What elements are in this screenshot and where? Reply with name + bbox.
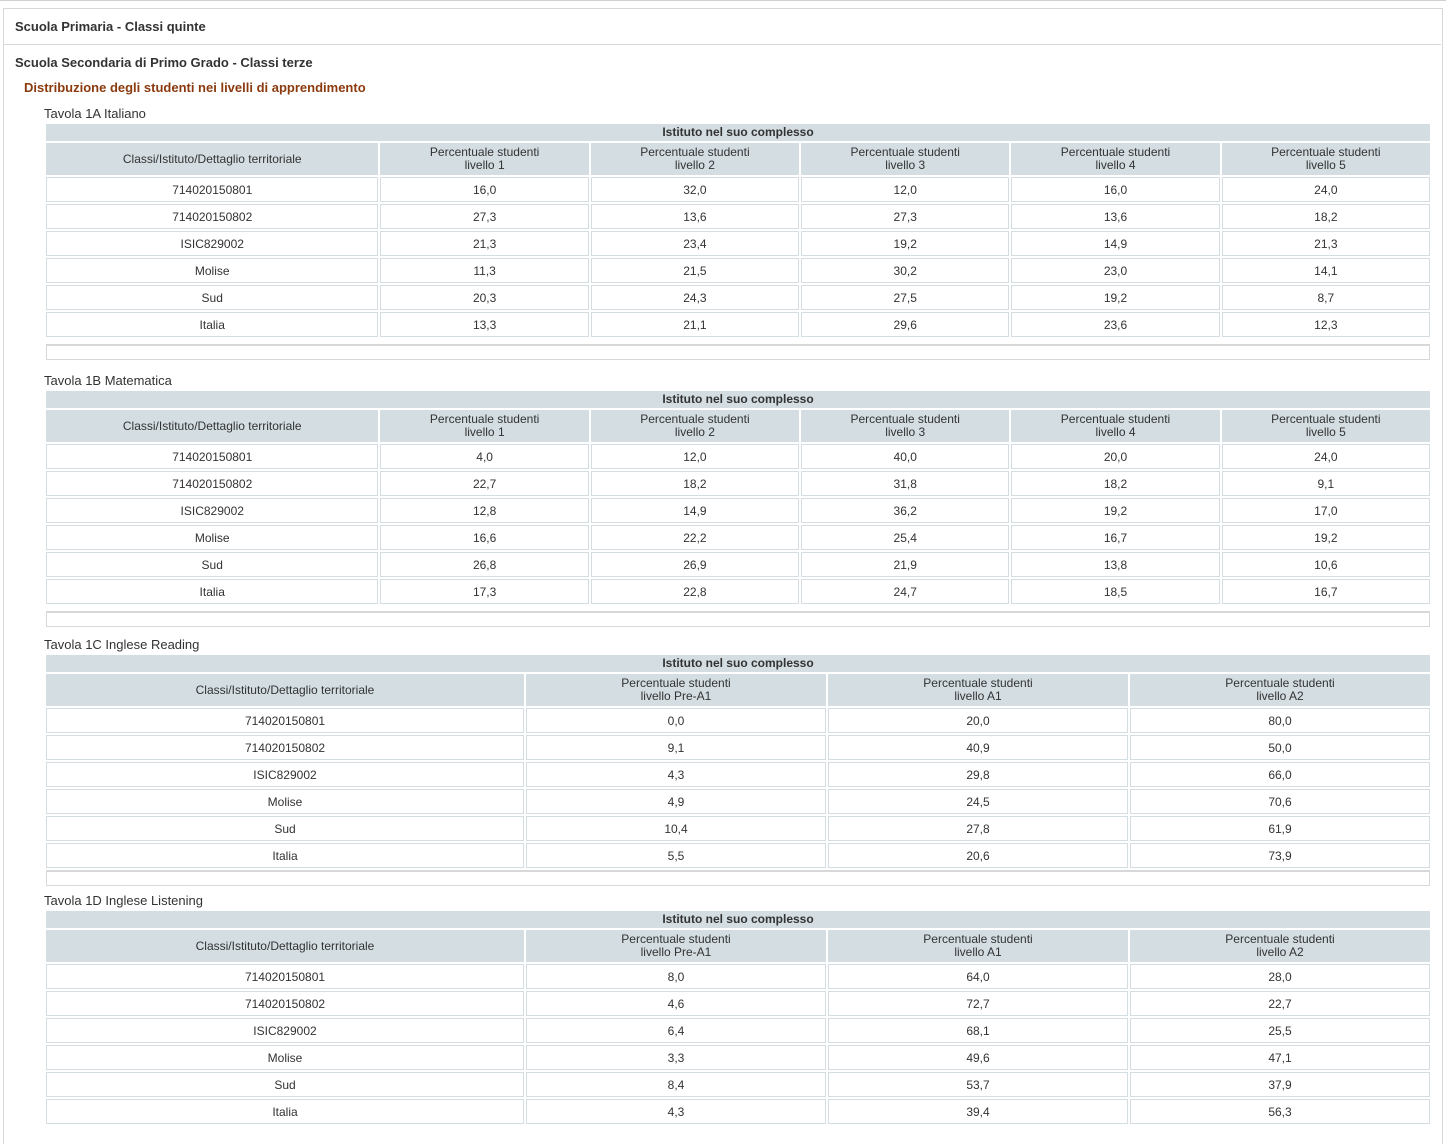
table-row	[46, 579, 1430, 604]
percent-cell: 24,5	[828, 789, 1128, 814]
percent-cell: 23,6	[1011, 312, 1219, 337]
percent-cell: 17,0	[1222, 498, 1430, 523]
row-label-cell: 714020150802	[46, 471, 378, 496]
percent-cell: 18,2	[591, 471, 799, 496]
column-header-level: Percentuale studenti livello A2	[1130, 674, 1430, 706]
accordion-primaria[interactable]	[3, 9, 1441, 45]
row-label-cell: Molise	[46, 258, 378, 283]
percent-cell: 27,3	[801, 204, 1009, 229]
percent-cell: 30,2	[801, 258, 1009, 283]
row-label-cell: ISIC829002	[46, 762, 524, 787]
row-label-cell: Sud	[46, 285, 378, 310]
percent-cell: 4,9	[526, 789, 826, 814]
table-row	[46, 231, 1430, 256]
table-row	[46, 1072, 1430, 1097]
percent-cell: 18,2	[1222, 204, 1430, 229]
percent-cell: 21,3	[1222, 231, 1430, 256]
row-label-cell: Sud	[46, 1072, 524, 1097]
percent-cell: 28,0	[1130, 964, 1430, 989]
percent-cell: 8,4	[526, 1072, 826, 1097]
caption-1b: Tavola 1B Matematica	[44, 373, 172, 388]
percent-cell: 22,7	[1130, 991, 1430, 1016]
percent-cell: 16,7	[1011, 525, 1219, 550]
percent-cell: 22,7	[380, 471, 588, 496]
percent-cell: 68,1	[828, 1018, 1128, 1043]
column-header-level: Percentuale studenti livello 2	[591, 410, 799, 442]
percent-cell: 14,9	[1011, 231, 1219, 256]
percent-cell: 0,0	[526, 708, 826, 733]
column-header-level: Percentuale studenti livello Pre-A1	[526, 674, 826, 706]
percent-cell: 73,9	[1130, 843, 1430, 868]
row-label-cell: Sud	[46, 552, 378, 577]
percent-cell: 21,5	[591, 258, 799, 283]
percent-cell: 31,8	[801, 471, 1009, 496]
column-header-level: Percentuale studenti livello 3	[801, 410, 1009, 442]
row-label-cell: ISIC829002	[46, 1018, 524, 1043]
section-title: Distribuzione degli studenti nei livelli di apprendimento	[24, 80, 366, 95]
percent-cell: 10,4	[526, 816, 826, 841]
percent-cell: 56,3	[1130, 1099, 1430, 1124]
percent-cell: 24,0	[1222, 444, 1430, 469]
percent-cell: 22,2	[591, 525, 799, 550]
row-label-cell: Sud	[46, 816, 524, 841]
table-row	[46, 1099, 1430, 1124]
row-label-cell: 714020150801	[46, 177, 378, 202]
percent-cell: 27,5	[801, 285, 1009, 310]
row-label-cell: 714020150801	[46, 444, 378, 469]
percent-cell: 16,0	[380, 177, 588, 202]
percent-cell: 4,3	[526, 1099, 826, 1124]
percent-cell: 16,6	[380, 525, 588, 550]
percent-cell: 21,3	[380, 231, 588, 256]
percent-cell: 21,9	[801, 552, 1009, 577]
table-row	[46, 204, 1430, 229]
column-header-level: Percentuale studenti livello 2	[591, 143, 799, 175]
percent-cell: 29,6	[801, 312, 1009, 337]
percent-cell: 50,0	[1130, 735, 1430, 760]
percent-cell: 11,3	[380, 258, 588, 283]
percent-cell: 72,7	[828, 991, 1128, 1016]
percent-cell: 12,3	[1222, 312, 1430, 337]
table-row	[46, 177, 1430, 202]
percent-cell: 20,3	[380, 285, 588, 310]
percent-cell: 24,7	[801, 579, 1009, 604]
percent-cell: 9,1	[526, 735, 826, 760]
row-label-cell: Italia	[46, 843, 524, 868]
percent-cell: 13,3	[380, 312, 588, 337]
column-header-level: Percentuale studenti livello 5	[1222, 410, 1430, 442]
row-label-cell: 714020150802	[46, 735, 524, 760]
table-matematica	[44, 389, 1432, 606]
percent-cell: 49,6	[828, 1045, 1128, 1070]
table-row	[46, 964, 1430, 989]
percent-cell: 47,1	[1130, 1045, 1430, 1070]
row-label-cell: Italia	[46, 312, 378, 337]
percent-cell: 39,4	[828, 1099, 1128, 1124]
percent-cell: 8,0	[526, 964, 826, 989]
percent-cell: 20,0	[1011, 444, 1219, 469]
table-footer	[46, 870, 1430, 886]
percent-cell: 27,3	[380, 204, 588, 229]
table-footer	[46, 344, 1430, 360]
column-header-area: Classi/Istituto/Dettaglio territoriale	[46, 143, 378, 175]
column-header-level: Percentuale studenti livello 4	[1011, 143, 1219, 175]
percent-cell: 53,7	[828, 1072, 1128, 1097]
percent-cell: 25,4	[801, 525, 1009, 550]
percent-cell: 4,0	[380, 444, 588, 469]
column-header-area: Classi/Istituto/Dettaglio territoriale	[46, 410, 378, 442]
column-header-level: Percentuale studenti livello 3	[801, 143, 1009, 175]
row-label-cell: 714020150801	[46, 708, 524, 733]
row-label-cell: Molise	[46, 789, 524, 814]
table-inglese-listening	[44, 909, 1432, 1126]
percent-cell: 80,0	[1130, 708, 1430, 733]
group-header: Istituto nel suo complesso	[46, 655, 1430, 672]
column-header-level: Percentuale studenti livello A1	[828, 930, 1128, 962]
table-row	[46, 552, 1430, 577]
percent-cell: 10,6	[1222, 552, 1430, 577]
row-label-cell: ISIC829002	[46, 498, 378, 523]
percent-cell: 5,5	[526, 843, 826, 868]
percent-cell: 9,1	[1222, 471, 1430, 496]
percent-cell: 21,1	[591, 312, 799, 337]
accordion-secondaria[interactable]	[3, 45, 1441, 81]
percent-cell: 36,2	[801, 498, 1009, 523]
table-row	[46, 471, 1430, 496]
percent-cell: 23,0	[1011, 258, 1219, 283]
table-row	[46, 1045, 1430, 1070]
table-row	[46, 816, 1430, 841]
column-header-level: Percentuale studenti livello 5	[1222, 143, 1430, 175]
percent-cell: 19,2	[1011, 498, 1219, 523]
percent-cell: 24,0	[1222, 177, 1430, 202]
table-row	[46, 843, 1430, 868]
percent-cell: 6,4	[526, 1018, 826, 1043]
table-row	[46, 789, 1430, 814]
percent-cell: 19,2	[801, 231, 1009, 256]
percent-cell: 18,5	[1011, 579, 1219, 604]
row-label-cell: Molise	[46, 525, 378, 550]
row-label-cell: 714020150802	[46, 991, 524, 1016]
table-footer	[46, 611, 1430, 627]
column-header-level: Percentuale studenti livello A2	[1130, 930, 1430, 962]
percent-cell: 26,9	[591, 552, 799, 577]
percent-cell: 40,0	[801, 444, 1009, 469]
caption-1c: Tavola 1C Inglese Reading	[44, 637, 200, 652]
row-label-cell: Italia	[46, 1099, 524, 1124]
table-row	[46, 498, 1430, 523]
percent-cell: 17,3	[380, 579, 588, 604]
percent-cell: 64,0	[828, 964, 1128, 989]
percent-cell: 66,0	[1130, 762, 1430, 787]
percent-cell: 20,6	[828, 843, 1128, 868]
column-header-area: Classi/Istituto/Dettaglio territoriale	[46, 674, 524, 706]
table-row	[46, 444, 1430, 469]
table-row	[46, 258, 1430, 283]
row-label-cell: 714020150802	[46, 204, 378, 229]
percent-cell: 16,0	[1011, 177, 1219, 202]
column-header-level: Percentuale studenti livello 4	[1011, 410, 1219, 442]
top-divider	[0, 0, 1446, 1]
table-row	[46, 735, 1430, 760]
column-header-area: Classi/Istituto/Dettaglio territoriale	[46, 930, 524, 962]
percent-cell: 12,8	[380, 498, 588, 523]
table-inglese-reading	[44, 653, 1432, 870]
percent-cell: 22,8	[591, 579, 799, 604]
table-row	[46, 762, 1430, 787]
table-row	[46, 285, 1430, 310]
accordion-secondaria-label: Scuola Secondaria di Primo Grado - Classi terze	[15, 55, 313, 70]
percent-cell: 27,8	[828, 816, 1128, 841]
group-header: Istituto nel suo complesso	[46, 391, 1430, 408]
column-header-level: Percentuale studenti livello Pre-A1	[526, 930, 826, 962]
percent-cell: 25,5	[1130, 1018, 1430, 1043]
percent-cell: 29,8	[828, 762, 1128, 787]
percent-cell: 19,2	[1222, 525, 1430, 550]
percent-cell: 26,8	[380, 552, 588, 577]
percent-cell: 40,9	[828, 735, 1128, 760]
percent-cell: 4,3	[526, 762, 826, 787]
table-row	[46, 525, 1430, 550]
table-italiano	[44, 122, 1432, 339]
percent-cell: 14,1	[1222, 258, 1430, 283]
percent-cell: 24,3	[591, 285, 799, 310]
percent-cell: 70,6	[1130, 789, 1430, 814]
accordion-primaria-label: Scuola Primaria - Classi quinte	[15, 19, 206, 34]
table-row	[46, 991, 1430, 1016]
percent-cell: 19,2	[1011, 285, 1219, 310]
percent-cell: 16,7	[1222, 579, 1430, 604]
percent-cell: 23,4	[591, 231, 799, 256]
percent-cell: 14,9	[591, 498, 799, 523]
caption-1d: Tavola 1D Inglese Listening	[44, 893, 203, 908]
group-header: Istituto nel suo complesso	[46, 911, 1430, 928]
percent-cell: 8,7	[1222, 285, 1430, 310]
percent-cell: 12,0	[801, 177, 1009, 202]
table-row	[46, 1018, 1430, 1043]
percent-cell: 13,8	[1011, 552, 1219, 577]
column-header-level: Percentuale studenti livello 1	[380, 143, 588, 175]
row-label-cell: 714020150801	[46, 964, 524, 989]
percent-cell: 20,0	[828, 708, 1128, 733]
caption-1a: Tavola 1A Italiano	[44, 106, 146, 121]
row-label-cell: Italia	[46, 579, 378, 604]
row-label-cell: Molise	[46, 1045, 524, 1070]
percent-cell: 13,6	[591, 204, 799, 229]
percent-cell: 13,6	[1011, 204, 1219, 229]
percent-cell: 61,9	[1130, 816, 1430, 841]
percent-cell: 37,9	[1130, 1072, 1430, 1097]
table-row	[46, 312, 1430, 337]
percent-cell: 12,0	[591, 444, 799, 469]
percent-cell: 3,3	[526, 1045, 826, 1070]
percent-cell: 32,0	[591, 177, 799, 202]
percent-cell: 4,6	[526, 991, 826, 1016]
column-header-level: Percentuale studenti livello 1	[380, 410, 588, 442]
row-label-cell: ISIC829002	[46, 231, 378, 256]
percent-cell: 18,2	[1011, 471, 1219, 496]
group-header: Istituto nel suo complesso	[46, 124, 1430, 141]
column-header-level: Percentuale studenti livello A1	[828, 674, 1128, 706]
table-row	[46, 708, 1430, 733]
